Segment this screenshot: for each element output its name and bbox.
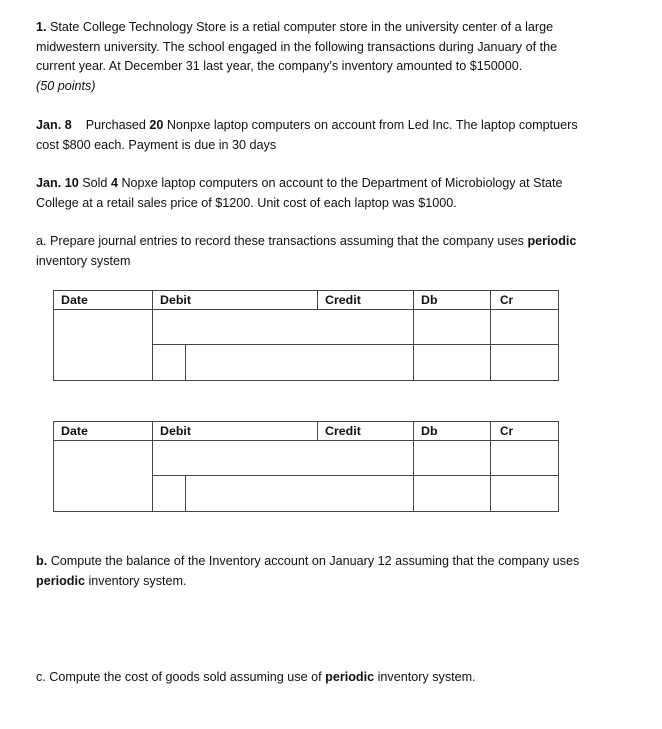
transaction-text-post: Nopxe laptop computers on account to the Department of Microbiology at State bbox=[117, 176, 563, 190]
part-b-prompt bbox=[36, 552, 636, 591]
credit-account-cell[interactable] bbox=[186, 476, 414, 512]
transaction-qty: 4 bbox=[110, 176, 118, 190]
transaction-date: Jan. 10 bbox=[36, 176, 79, 190]
part-b-bold: periodic bbox=[36, 573, 85, 588]
cr-amount-cell[interactable] bbox=[491, 310, 559, 345]
part-c-text: Compute the cost of goods sold assuming use of bbox=[45, 670, 326, 684]
part-a-prompt bbox=[36, 232, 636, 271]
cr-header: Cr bbox=[491, 422, 559, 441]
transaction-jan-10 bbox=[36, 174, 636, 213]
journal-header-row bbox=[54, 422, 559, 441]
transaction-text-post: Nonpxe laptop computers on account from Led Inc. The laptop comptuers bbox=[163, 118, 578, 132]
journal-header-row bbox=[54, 291, 559, 310]
part-c-bold: periodic bbox=[325, 670, 375, 684]
credit-header: Credit bbox=[318, 291, 414, 310]
db-header: Db bbox=[414, 422, 491, 441]
credit-account-cell[interactable] bbox=[186, 345, 414, 381]
cr-header: Cr bbox=[491, 291, 559, 310]
debit-header: Debit bbox=[153, 422, 318, 441]
problem-intro bbox=[36, 18, 636, 96]
problem-number: 1. bbox=[36, 20, 47, 34]
journal-table-1 bbox=[53, 290, 559, 381]
date-header: Date bbox=[54, 291, 153, 310]
part-a-label: a. bbox=[36, 234, 47, 248]
cr-amount-cell[interactable] bbox=[491, 476, 559, 512]
part-a-bold: periodic bbox=[527, 234, 577, 248]
transaction-text-pre: Purchased bbox=[85, 118, 150, 132]
points-label: (50 points) bbox=[36, 78, 96, 93]
part-a-line2: inventory system bbox=[36, 253, 131, 268]
date-cell[interactable] bbox=[54, 441, 153, 512]
debit-account-cell[interactable] bbox=[153, 441, 414, 476]
cr-amount-cell[interactable] bbox=[491, 345, 559, 381]
transaction-qty: 20 bbox=[149, 118, 164, 132]
db-amount-cell[interactable] bbox=[414, 310, 491, 345]
intro-line-1: State College Technology Store is a retial computer store in the university center of a large bbox=[50, 20, 554, 34]
db-header: Db bbox=[414, 291, 491, 310]
credit-header: Credit bbox=[318, 422, 414, 441]
db-amount-cell[interactable] bbox=[414, 345, 491, 381]
transaction-text-line2: College at a retail sales price of $1200. Unit cost of each laptop was $1000. bbox=[36, 195, 457, 210]
date-cell[interactable] bbox=[54, 310, 153, 381]
journal-table-2 bbox=[53, 421, 559, 512]
part-b-label: b. bbox=[36, 554, 48, 568]
debit-header: Debit bbox=[153, 291, 318, 310]
part-c-label: c. bbox=[36, 670, 46, 684]
transaction-date: Jan. 8 bbox=[36, 118, 72, 132]
intro-line-2: midwestern university. The school engaged in the following transactions during January of the bbox=[36, 39, 558, 54]
journal-entry-row bbox=[54, 441, 559, 476]
journal-entry-row bbox=[54, 310, 559, 345]
part-c-rest: inventory system. bbox=[374, 670, 476, 684]
part-a-text: Prepare journal entries to record these transactions assuming that the company uses bbox=[46, 234, 528, 248]
intro-line-3: current year. At December 31 last year, the company’s inventory amounted to $150000. bbox=[36, 59, 523, 73]
transaction-text-line2: cost $800 each. Payment is due in 30 days bbox=[36, 137, 277, 152]
db-amount-cell[interactable] bbox=[414, 441, 491, 476]
cr-amount-cell[interactable] bbox=[491, 441, 559, 476]
db-amount-cell[interactable] bbox=[414, 476, 491, 512]
date-header: Date bbox=[54, 422, 153, 441]
part-c-prompt bbox=[36, 668, 636, 688]
part-b-text: Compute the balance of the Inventory account on January 12 assuming that the company uses bbox=[47, 554, 580, 568]
transaction-text-pre: Sold bbox=[78, 176, 111, 190]
part-b-rest: inventory system. bbox=[85, 573, 187, 588]
indent-cell[interactable] bbox=[153, 476, 186, 512]
transaction-jan-8 bbox=[36, 116, 636, 155]
debit-account-cell[interactable] bbox=[153, 310, 414, 345]
indent-cell[interactable] bbox=[153, 345, 186, 381]
